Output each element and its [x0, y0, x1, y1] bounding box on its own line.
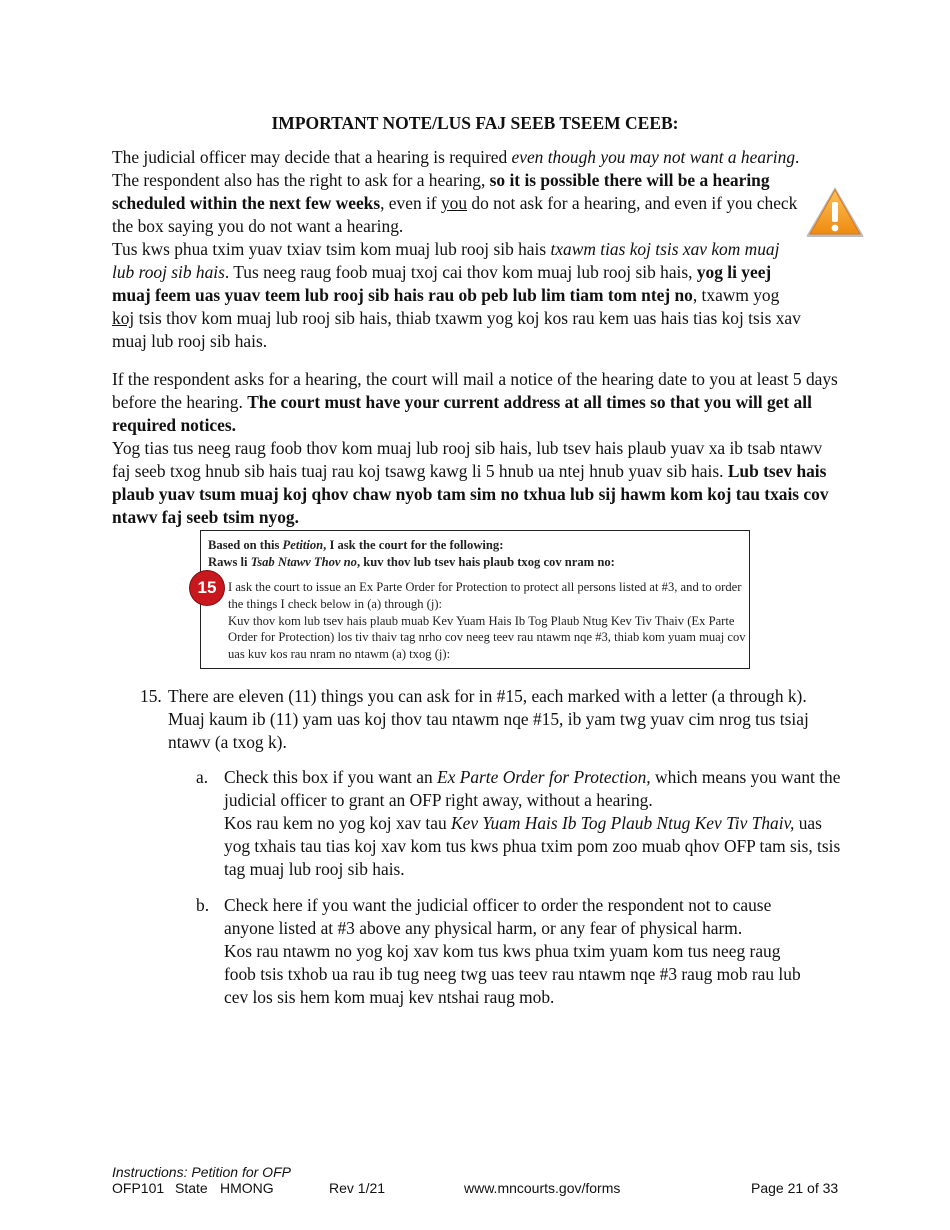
warning-triangle-icon — [804, 184, 866, 240]
excerpt-header-english — [208, 537, 743, 554]
item-b-english: Check here if you want the judicial officer to order the respondent not to cause anyone listed at #3 above any physical harm, or any fear of physical harm. — [224, 895, 772, 938]
text-run-bold: The court must have your current address at all times so that you will get all required notices. — [112, 392, 812, 435]
item-15-english: There are eleven (11) things you can ask for in #15, each marked with a letter (a through k). — [168, 686, 807, 706]
important-note-heading: IMPORTANT NOTE/LUS FAJ SEEB TSEEM CEEB: — [271, 113, 679, 133]
text-run: . The respondent also has the right to ask for a hearing, — [112, 147, 800, 190]
footer-title: Instructions: Petition for OFP — [112, 1164, 291, 1180]
item-b-text — [224, 894, 814, 1009]
text-run: The judicial officer may decide that a hearing is required — [112, 147, 512, 167]
text-run-italic: even though you may not want a hearing — [511, 147, 796, 167]
footer-form-code: OFP101 — [112, 1180, 165, 1196]
text-run-underline: you — [440, 193, 468, 213]
note-paragraph-2 — [112, 368, 842, 529]
text-run-italic: Kev Yuam Hais Ib Tog Plaub Ntug Kev Tiv Thaiv, — [451, 813, 795, 833]
text-run: tsis thov kom muaj lub rooj sib hais, thiab txawm yog koj kos rau kem uas hais tias koj tsis xav muaj lub rooj sib hais. — [112, 308, 801, 351]
text-run: Based on this — [208, 538, 283, 552]
item-b-letter: b. — [196, 895, 210, 915]
item-15-hmong: Muaj kaum ib (11) yam uas koj thov tau ntawm nqe #15, ib yam twg yuav cim nrog tus tsiaj ntawv (a txog k). — [168, 709, 809, 752]
footer-revision: Rev 1/21 — [329, 1180, 386, 1196]
note-english — [112, 368, 842, 437]
text-run: , txawm yog — [692, 285, 780, 305]
text-run: , even if — [380, 193, 441, 213]
text-run: , I ask the court for the following: — [323, 538, 504, 552]
page-footer — [112, 1164, 839, 1196]
petition-excerpt-box — [200, 530, 750, 669]
text-run-bold: Lub tsev hais plaub yuav tsum muaj koj qhov chaw nyob tam sim no txhua lub sij hawm kom koj tau txais cov ntawv faj seeb tsim nyog. — [112, 461, 829, 527]
item-a-letter: a. — [196, 767, 209, 787]
item-b-hmong: Kos rau ntawm no yog koj xav kom tus kws phua txim yuam kom tus neeg raug foob tsis txhob ua rau ib tug neeg twg uas teev rau ntawm nqe #3 raug mob rau lub cev los sis hem kom muaj kev ntshai raug mob. — [224, 941, 801, 1007]
excerpt-header — [208, 537, 743, 571]
item-a-english — [224, 766, 844, 812]
excerpt-header-hmong — [208, 554, 743, 571]
text-run: Kos rau kem no yog koj xav tau — [224, 813, 452, 833]
footer-url[interactable]: www.mncourts.gov/forms — [464, 1180, 621, 1196]
text-run: do not ask for a hearing, and even if you check the box saying you do not want a hearing. — [112, 193, 798, 236]
text-run-bold: so it is possible there will be a hearing scheduled within the next few weeks — [112, 170, 770, 213]
item-15-text — [168, 685, 848, 754]
footer-page-number: Page 21 of 33 — [751, 1180, 839, 1196]
text-run: Check this box if you want an — [224, 767, 438, 787]
excerpt-body — [228, 579, 746, 663]
text-run-italic: Petition — [282, 538, 324, 552]
note-hmong — [112, 238, 802, 353]
footer-language: HMONG — [220, 1180, 274, 1196]
note-paragraph-1 — [112, 146, 842, 353]
text-run: . Tus neeg raug foob muaj txoj cai thov kom muaj lub rooj sib hais, — [224, 262, 697, 282]
text-run-underline: koj — [112, 308, 135, 328]
text-run-italic: Tsab Ntawv Thov no — [250, 554, 357, 569]
text-run: uas yog txhais tau tias koj xav kom tus kws phua txim pom zoo muab qhov OFP tam sis, tsis tag muaj lub rooj sib hais. — [224, 813, 841, 879]
text-run-italic: Ex Parte Order for Protection, — [437, 767, 651, 787]
text-run: Tus kws phua txim yuav txiav tsim kom muaj lub rooj sib hais — [112, 239, 551, 259]
excerpt-body-hmong: Kuv thov kom lub tsev hais plaub muab Kev Yuam Hais Ib Tog Plaub Ntug Kev Tiv Thaiv (Ex Parte Order for Protection) los tiv thaiv tag nrho cov neeg teev rau ntawm nqe #3, thiab kom yuam muaj cov uas kuv kos rau nram no ntawm (a) txog (j): — [228, 613, 746, 662]
footer-state: State — [175, 1180, 208, 1196]
text-run: which means you want the judicial officer to grant an OFP right away, without a hearing. — [224, 767, 841, 810]
item-number-badge: 15 — [190, 571, 224, 605]
excerpt-body-english: I ask the court to issue an Ex Parte Order for Protection to protect all persons listed at #3, and to order the things I check below in (a) through (j): — [228, 580, 742, 611]
item-15-number: 15. — [140, 686, 162, 706]
text-run: Raws li — [208, 554, 251, 569]
text-run-bold: yog li yeej muaj feem uas yuav teem lub rooj sib hais rau ob peb lub lim tiam tom ntej no — [112, 262, 772, 305]
text-run-italic: txawm tias koj tsis xav kom muaj lub rooj sib hais — [112, 239, 780, 282]
note-english — [112, 146, 802, 238]
note-hmong — [112, 437, 842, 529]
item-a-text — [224, 766, 844, 881]
text-run: , kuv thov lub tsev hais plaub txog cov nram no: — [356, 554, 615, 569]
text-run: Yog tias tus neeg raug foob thov kom muaj lub rooj sib hais, lub tsev hais plaub yuav xa ib tsab ntawv faj seeb txog hnub sib hais tuaj rau koj tsawg kawg li 5 hnub ua ntej hnub yuav sib hais. — [112, 438, 823, 481]
item-a-hmong — [224, 812, 844, 881]
text-run: If the respondent asks for a hearing, the court will mail a notice of the hearing date to you at least 5 days before the hearing. — [112, 369, 838, 412]
